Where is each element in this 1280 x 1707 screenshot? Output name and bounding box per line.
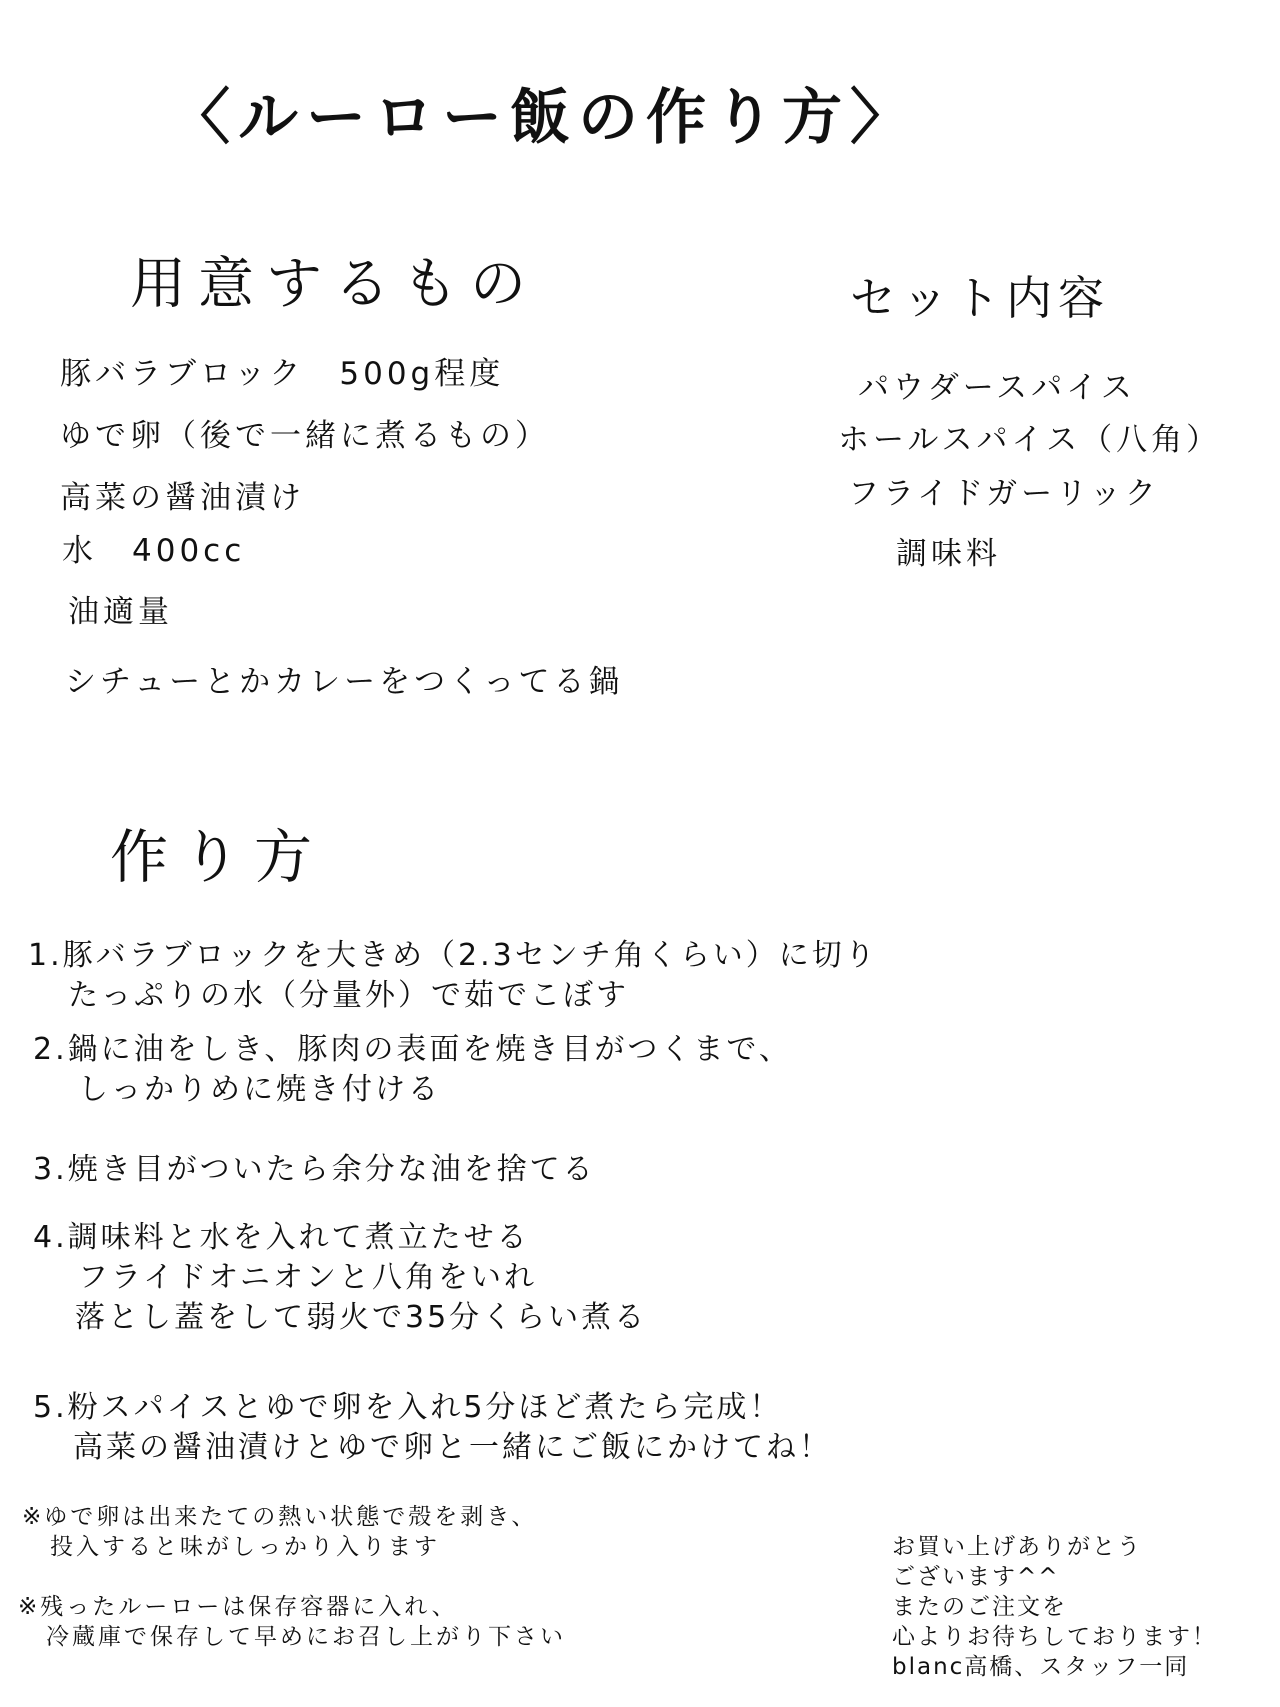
set-item: 調味料 <box>896 536 1001 572</box>
ingredient-item: ゆで卵（後で一緒に煮るもの） <box>60 418 550 454</box>
ingredient-item: 豚バラブロック 500g程度 <box>60 356 505 392</box>
set-item: フライドガーリック <box>848 476 1160 512</box>
set-contents-heading: セット内容 <box>850 271 1110 325</box>
ingredient-item: シチューとかカレーをつくってる鍋 <box>65 664 624 700</box>
thanks-line: ございます^^ <box>892 1564 1060 1590</box>
step-line: 2.鍋に油をしき、豚肉の表面を焼き目がつくまで、 <box>33 1032 792 1067</box>
thanks-line: blanc高橋、スタッフ一同 <box>892 1654 1190 1680</box>
ingredient-item: 水 400cc <box>62 533 246 569</box>
step-line: 1.豚バラブロックを大きめ（2.3センチ角くらい）に切り <box>28 938 878 973</box>
step-item <box>33 1150 596 1190</box>
step-item <box>33 1388 832 1468</box>
note-item <box>22 1502 537 1562</box>
step-line: 落とし蓋をして弱火で35分くらい煮る <box>75 1300 648 1335</box>
step-line: 4.調味料と水を入れて煮立たせる <box>33 1220 530 1255</box>
thank-you-message <box>892 1532 1217 1682</box>
step-line: 5.粉スパイスとゆで卵を入れ5分ほど煮たら完成！ <box>33 1390 783 1425</box>
thanks-line: お買い上げありがとう <box>892 1534 1142 1560</box>
set-item: ホールスパイス（八角） <box>838 422 1222 458</box>
step-line: 3.焼き目がついたら余分な油を捨てる <box>33 1152 596 1187</box>
steps-heading: 作り方 <box>110 823 327 891</box>
step-item <box>33 1030 792 1110</box>
step-item <box>33 1218 647 1338</box>
note-item <box>18 1592 566 1652</box>
note-line: 投入すると味がしっかり入ります <box>50 1534 440 1560</box>
ingredient-item: 高菜の醤油漬け <box>60 480 305 516</box>
set-item: パウダースパイス <box>858 370 1136 406</box>
step-line: たっぷりの水（分量外）で茹でこぼす <box>68 978 629 1013</box>
thanks-line: またのご注文を <box>892 1594 1067 1620</box>
note-line: ※ゆで卵は出来たての熱い状態で殻を剥き、 <box>22 1504 538 1530</box>
step-line: フライドオニオンと八角をいれ <box>78 1260 537 1295</box>
thanks-line: 心よりお待ちしております！ <box>892 1624 1217 1650</box>
ingredients-heading: 用意するもの <box>130 252 538 317</box>
step-line: 高菜の醤油漬けとゆで卵と一緒にご飯にかけてね！ <box>73 1430 832 1465</box>
note-line: ※残ったルーローは保存容器に入れ、 <box>18 1594 458 1620</box>
note-line: 冷蔵庫で保存して早めにお召し上がり下さい <box>46 1624 566 1650</box>
page-title: 〈ルーロー飯の作り方〉 <box>170 83 918 153</box>
step-item <box>28 936 878 1016</box>
step-line: しっかりめに焼き付ける <box>78 1072 441 1107</box>
ingredient-item: 油適量 <box>68 594 173 630</box>
